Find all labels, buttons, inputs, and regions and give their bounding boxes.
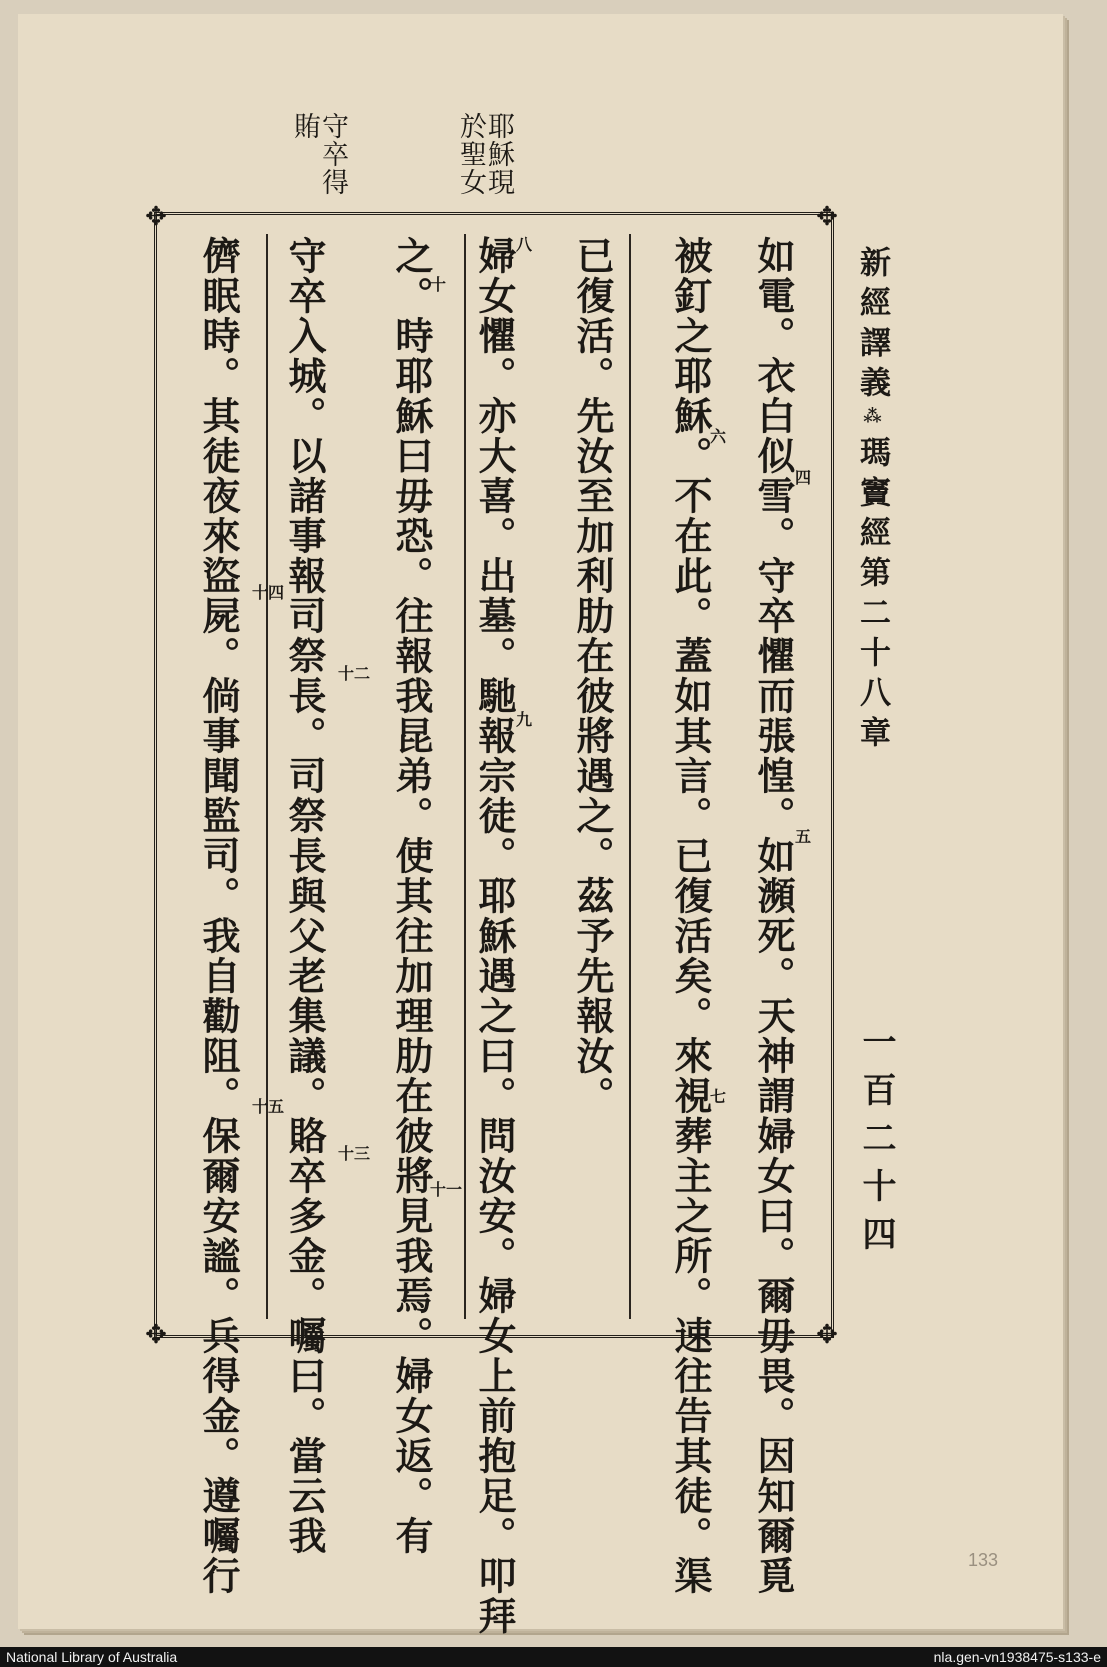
verse-number: 九 — [516, 710, 533, 729]
header-separator: ⁂ — [862, 406, 883, 436]
corner-ornament-icon: ✥ — [145, 1320, 167, 1350]
verse-number: 十四 — [252, 583, 285, 602]
book-title: 新經譯義 — [854, 246, 890, 406]
column-rule — [266, 234, 268, 1319]
verse-number: 五 — [795, 827, 812, 846]
margin-note-resurrection — [456, 112, 512, 196]
column-rule — [464, 234, 466, 1319]
text-column: 如電。衣白似雪。守卒懼而張惶。如瀕死。天神謂婦女曰。爾毋畏。因知爾覓 — [751, 236, 796, 1596]
margin-note-line: 於聖女 — [455, 112, 486, 196]
text-column: 守卒入城。以諸事報司祭長。司祭長與父老集議。賂卒多金。囑曰。當云我 — [282, 236, 327, 1556]
margin-note-line: 耶穌現 — [483, 112, 514, 196]
verse-number: 十二 — [338, 664, 371, 683]
corner-ornament-icon: ✥ — [816, 202, 838, 232]
chapter-title: 瑪竇經第二十八章 — [854, 436, 890, 756]
margin-note-line: 賄 — [289, 112, 320, 140]
verse-number: 十 — [430, 275, 447, 294]
book-page — [18, 14, 1063, 1636]
text-column: 儕眠時。其徒夜來盜屍。倘事聞監司。我自勸阻。保爾安謐。兵得金。遵囑行 — [196, 236, 241, 1596]
corner-ornament-icon: ✥ — [145, 202, 167, 232]
footer-identifier: nla.gen-vn1938475-s133-e — [933, 1649, 1101, 1665]
running-header — [850, 246, 895, 756]
page-number: 一百二十四 — [856, 1024, 896, 1264]
verse-number: 七 — [710, 1087, 727, 1106]
margin-note-line: 守卒得 — [317, 112, 348, 196]
corner-ornament-icon: ✥ — [816, 1320, 838, 1350]
text-column: 被釘之耶穌。不在此。蓋如其言。已復活矣。來視葬主之所。速往告其徒。渠 — [668, 236, 713, 1596]
verse-number: 十三 — [338, 1144, 371, 1163]
verse-number: 四 — [795, 468, 812, 487]
footer-credit: National Library of Australia — [6, 1649, 178, 1665]
margin-note-bribe — [290, 112, 346, 196]
text-column: 婦女懼。亦大喜。出墓。馳報宗徒。耶穌遇之曰。問汝安。婦女上前抱足。叩拜 — [472, 236, 517, 1636]
verse-number: 十一 — [430, 1180, 463, 1199]
text-column: 之。時耶穌曰毋恐。往報我昆弟。使其往加理肋在彼將見我焉。婦女返。有 — [389, 236, 434, 1556]
verse-number: 六 — [710, 427, 727, 446]
footer-bar — [0, 1647, 1107, 1667]
pencil-annotation: 133 — [968, 1550, 999, 1570]
verse-number: 十五 — [252, 1097, 285, 1116]
verse-number: 八 — [516, 235, 533, 254]
column-rule — [629, 234, 631, 1319]
text-column: 已復活。先汝至加利肋在彼將遇之。茲予先報汝。 — [570, 236, 615, 1116]
